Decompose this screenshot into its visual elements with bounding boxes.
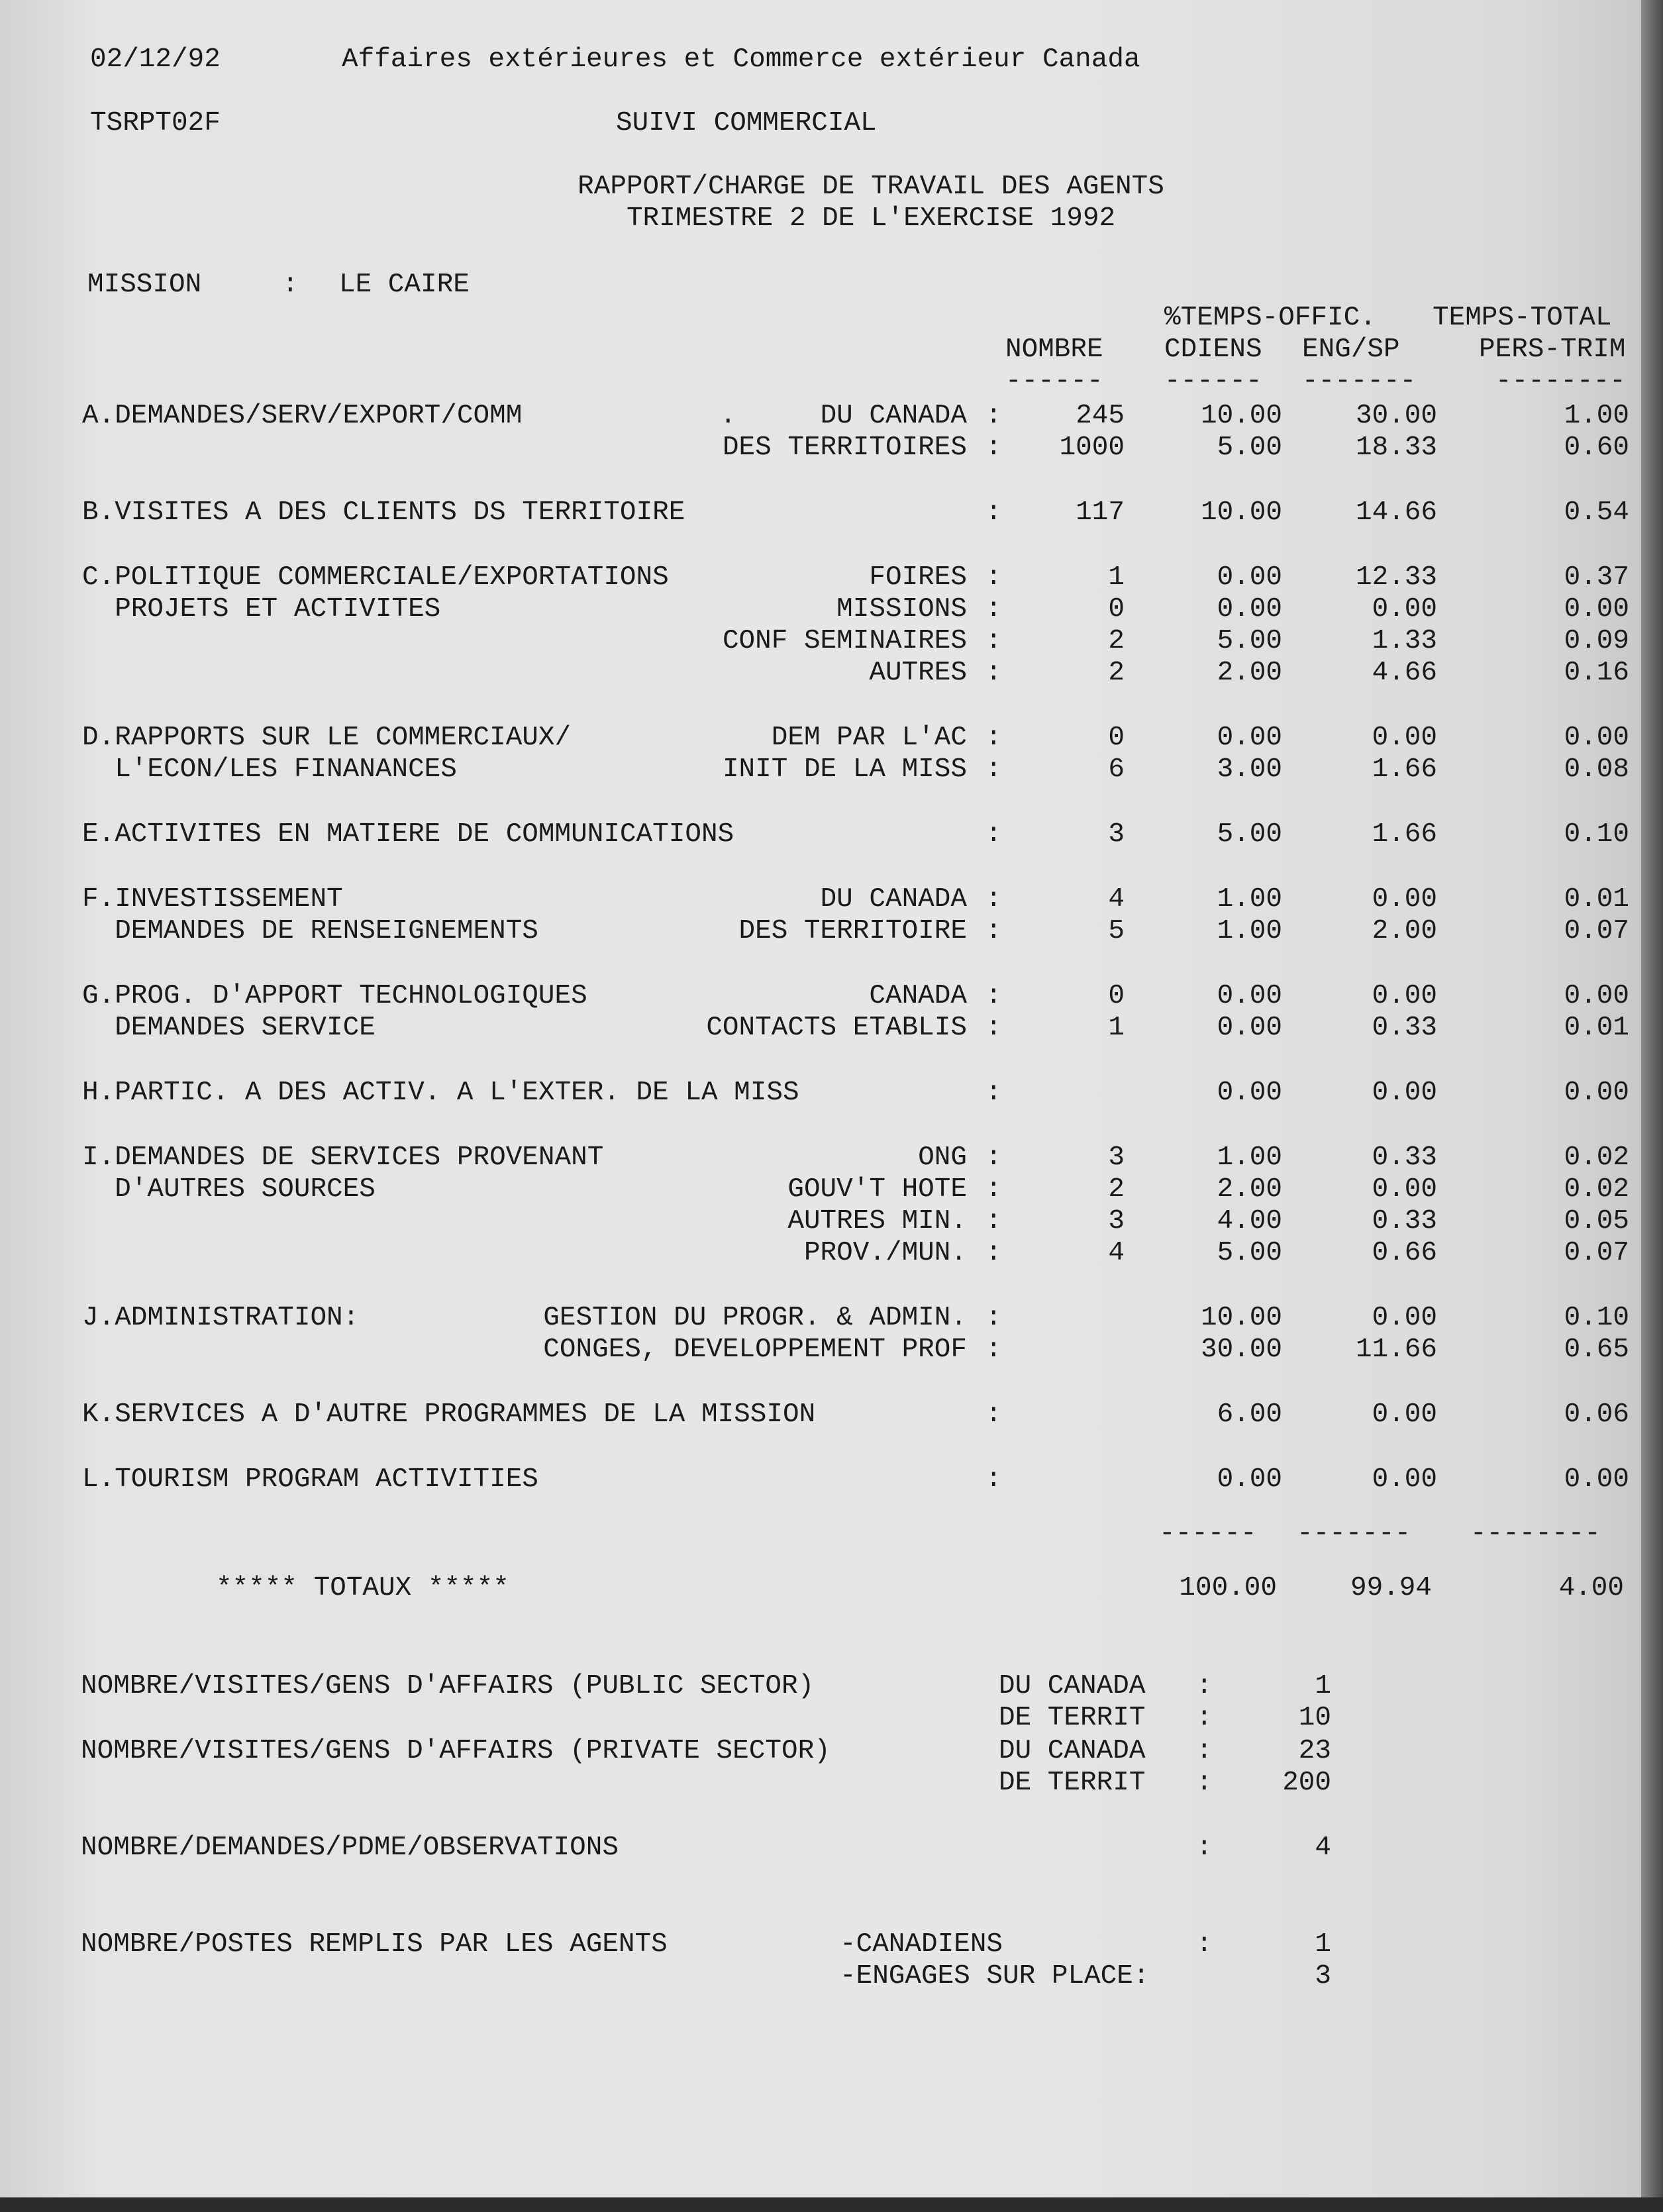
pdme-value: 4 — [1315, 1833, 1331, 1863]
visits-value: 10 — [1298, 1703, 1331, 1733]
row-colon: : — [985, 723, 1002, 753]
row-cdiens: 0.00 — [1217, 1464, 1282, 1495]
rule-nombre: ------ — [1005, 366, 1103, 397]
row-nombre: 6 — [1108, 754, 1125, 785]
visits-origin: DE TERRIT — [999, 1703, 1146, 1733]
visits-label: NOMBRE/VISITES/GENS D'AFFAIRS (PUBLIC SECTOR) — [81, 1671, 815, 1701]
row-cdiens: 2.00 — [1217, 658, 1282, 688]
row-cdiens: 2.00 — [1217, 1174, 1282, 1205]
canadiens-label: -CANADIENS — [840, 1929, 1003, 1960]
row-cdiens: 0.00 — [1217, 723, 1282, 753]
row-cdiens: 0.00 — [1217, 981, 1282, 1011]
row-cdiens: 5.00 — [1217, 626, 1282, 656]
row-colon: : — [985, 1303, 1002, 1333]
row-label: D.RAPPORTS SUR LE COMMERCIAUX/ — [82, 723, 572, 753]
row-cdiens: 3.00 — [1217, 754, 1282, 785]
row-colon: : — [985, 1142, 1002, 1173]
row-engsp: 12.33 — [1355, 562, 1437, 593]
canadiens-value: 1 — [1315, 1929, 1331, 1960]
row-engsp: 14.66 — [1355, 497, 1437, 528]
row-label: DEMANDES SERVICE — [82, 1013, 376, 1043]
row-pers-trim: 0.01 — [1564, 884, 1629, 915]
col-pers-trim: PERS-TRIM — [1479, 334, 1626, 365]
row-label: C.POLITIQUE COMMERCIALE/EXPORTATIONS — [82, 562, 669, 593]
row-colon: : — [985, 1013, 1002, 1043]
row-engsp: 30.00 — [1355, 401, 1437, 431]
row-colon: : — [985, 497, 1002, 528]
visits-colon: : — [1196, 1768, 1213, 1798]
row-pers-trim: 1.00 — [1564, 401, 1629, 431]
row-sublabel: ONG — [918, 1142, 967, 1173]
system-title: SUIVI COMMERCIAL — [616, 108, 877, 138]
row-engsp: 2.00 — [1372, 916, 1437, 946]
total-time-header: TEMPS-TOTAL — [1433, 303, 1612, 333]
row-cdiens: 5.00 — [1217, 819, 1282, 850]
mission-label: MISSION — [87, 270, 202, 300]
row-cdiens: 0.00 — [1217, 1078, 1282, 1108]
row-pers-trim: 0.37 — [1564, 562, 1629, 593]
row-label: G.PROG. D'APPORT TECHNOLOGIQUES — [82, 981, 587, 1011]
pdme-label: NOMBRE/DEMANDES/PDME/OBSERVATIONS — [81, 1833, 619, 1863]
row-pers-trim: 0.06 — [1564, 1399, 1629, 1430]
row-nombre: 2 — [1108, 658, 1125, 688]
report-title: RAPPORT/CHARGE DE TRAVAIL DES AGENTS — [578, 172, 1164, 202]
row-colon: : — [985, 1174, 1002, 1205]
row-nombre: 3 — [1108, 1142, 1125, 1173]
row-pers-trim: 0.16 — [1564, 658, 1629, 688]
row-pers-trim: 0.10 — [1564, 819, 1629, 850]
row-pers-trim: 0.05 — [1564, 1206, 1629, 1236]
row-cdiens: 5.00 — [1217, 1238, 1282, 1268]
rule-engsp: ------- — [1302, 366, 1417, 397]
row-pers-trim: 0.10 — [1564, 1303, 1629, 1333]
row-pers-trim: 0.60 — [1564, 432, 1629, 463]
row-nombre: 2 — [1108, 1174, 1125, 1205]
row-nombre: 0 — [1108, 594, 1125, 625]
row-sublabel: DES TERRITOIRE — [738, 916, 967, 946]
row-pers-trim: 0.00 — [1564, 1464, 1629, 1495]
pdme-colon: : — [1196, 1833, 1213, 1863]
pct-time-header: %TEMPS-OFFIC. — [1164, 303, 1376, 333]
row-sublabel: INIT DE LA MISS — [722, 754, 967, 785]
report-period: TRIMESTRE 2 DE L'EXERCISE 1992 — [626, 203, 1116, 234]
visits-value: 200 — [1282, 1768, 1331, 1798]
total-engsp: 99.94 — [1350, 1573, 1432, 1603]
row-colon: : — [985, 1078, 1002, 1108]
row-label: A.DEMANDES/SERV/EXPORT/COMM — [82, 401, 523, 431]
col-engsp: ENG/SP — [1302, 334, 1400, 365]
visits-value: 23 — [1298, 1736, 1331, 1766]
row-label: E.ACTIVITES EN MATIERE DE COMMUNICATIONS — [82, 819, 734, 850]
row-colon: : — [985, 658, 1002, 688]
row-sublabel: AUTRES — [869, 658, 967, 688]
row-sublabel: DU CANADA — [820, 401, 967, 431]
row-cdiens: 1.00 — [1217, 1142, 1282, 1173]
row-label: I.DEMANDES DE SERVICES PROVENANT — [82, 1142, 604, 1173]
row-nombre: 1 — [1108, 562, 1125, 593]
row-label: J.ADMINISTRATION: — [82, 1303, 360, 1333]
row-label: F.INVESTISSEMENT — [82, 884, 343, 915]
row-sublabel: GESTION DU PROGR. & ADMIN. — [543, 1303, 967, 1333]
totals-label: ***** TOTAUX ***** — [216, 1573, 509, 1603]
row-pers-trim: 0.09 — [1564, 626, 1629, 656]
row-engsp: 4.66 — [1372, 658, 1437, 688]
visits-origin: DU CANADA — [999, 1671, 1146, 1701]
mission-separator: : — [282, 270, 299, 300]
visits-colon: : — [1196, 1703, 1213, 1733]
row-engsp: 1.33 — [1372, 626, 1437, 656]
row-nombre: 117 — [1076, 497, 1125, 528]
row-label: DEMANDES DE RENSEIGNEMENTS — [82, 916, 538, 946]
row-sublabel: DU CANADA — [820, 884, 967, 915]
row-label: PROJETS ET ACTIVITES — [82, 594, 441, 625]
row-nombre: 4 — [1108, 884, 1125, 915]
row-engsp: 0.00 — [1372, 594, 1437, 625]
row-sublabel: DES TERRITOIRES — [722, 432, 967, 463]
row-cdiens: 10.00 — [1200, 497, 1282, 528]
row-engsp: 0.00 — [1372, 1303, 1437, 1333]
row-engsp: 0.00 — [1372, 884, 1437, 915]
row-engsp: 0.33 — [1372, 1206, 1437, 1236]
visits-colon: : — [1196, 1736, 1213, 1766]
row-colon: : — [985, 401, 1002, 431]
row-pers-trim: 0.07 — [1564, 1238, 1629, 1268]
total-cdiens: 100.00 — [1179, 1573, 1277, 1603]
row-cdiens: 6.00 — [1217, 1399, 1282, 1430]
row-pers-trim: 0.65 — [1564, 1334, 1629, 1365]
row-colon: : — [985, 754, 1002, 785]
row-sublabel: CONGES, DEVELOPPEMENT PROF — [543, 1334, 967, 1365]
row-cdiens: 1.00 — [1217, 916, 1282, 946]
department-name: Affaires extérieures et Commerce extérieur Canada — [342, 44, 1140, 75]
rule-cdiens: ------ — [1164, 366, 1262, 397]
row-sublabel: DEM PAR L'AC — [771, 723, 967, 753]
row-nombre: 245 — [1076, 401, 1125, 431]
row-engsp: 0.00 — [1372, 1078, 1437, 1108]
row-cdiens: 30.00 — [1200, 1334, 1282, 1365]
row-nombre: 4 — [1108, 1238, 1125, 1268]
row-engsp: 0.33 — [1372, 1142, 1437, 1173]
row-sublabel: FOIRES — [869, 562, 967, 593]
row-engsp: 0.00 — [1372, 1399, 1437, 1430]
row-engsp: 0.33 — [1372, 1013, 1437, 1043]
row-engsp: 1.66 — [1372, 819, 1437, 850]
row-pers-trim: 0.54 — [1564, 497, 1629, 528]
row-colon: : — [985, 1334, 1002, 1365]
row-sublabel: AUTRES MIN. — [787, 1206, 967, 1236]
visits-origin: DU CANADA — [999, 1736, 1146, 1766]
row-cdiens: 5.00 — [1217, 432, 1282, 463]
visits-origin: DE TERRIT — [999, 1768, 1146, 1798]
scan-bottom-edge — [0, 2197, 1663, 2212]
row-nombre: 1000 — [1059, 432, 1125, 463]
row-colon: : — [985, 884, 1002, 915]
col-nombre: NOMBRE — [1005, 334, 1103, 365]
row-colon: : — [985, 1464, 1002, 1495]
row-label: L.TOURISM PROGRAM ACTIVITIES — [82, 1464, 538, 1495]
row-cdiens: 1.00 — [1217, 884, 1282, 915]
row-cdiens: 10.00 — [1200, 1303, 1282, 1333]
row-sublabel: CANADA — [869, 981, 967, 1011]
row-pers-trim: 0.07 — [1564, 916, 1629, 946]
row-mark: . — [720, 401, 736, 431]
row-cdiens: 0.00 — [1217, 1013, 1282, 1043]
row-colon: : — [985, 594, 1002, 625]
row-nombre: 3 — [1108, 1206, 1125, 1236]
mission-value: LE CAIRE — [339, 270, 470, 300]
row-engsp: 0.00 — [1372, 723, 1437, 753]
row-sublabel: MISSIONS — [836, 594, 967, 625]
row-nombre: 3 — [1108, 819, 1125, 850]
report-code: TSRPT02F — [90, 108, 221, 138]
row-sublabel: GOUV'T HOTE — [787, 1174, 967, 1205]
row-pers-trim: 0.00 — [1564, 723, 1629, 753]
total-pers: 4.00 — [1558, 1573, 1624, 1603]
visits-value: 1 — [1315, 1671, 1331, 1701]
row-colon: : — [985, 432, 1002, 463]
scan-edge — [1641, 0, 1663, 2212]
row-pers-trim: 0.02 — [1564, 1174, 1629, 1205]
total-rule-pers: -------- — [1470, 1519, 1601, 1549]
row-cdiens: 4.00 — [1217, 1206, 1282, 1236]
row-colon: : — [985, 1399, 1002, 1430]
row-nombre: 0 — [1108, 723, 1125, 753]
row-colon: : — [985, 626, 1002, 656]
row-engsp: 11.66 — [1355, 1334, 1437, 1365]
row-label: B.VISITES A DES CLIENTS DS TERRITOIRE — [82, 497, 685, 528]
row-colon: : — [985, 1206, 1002, 1236]
row-engsp: 0.00 — [1372, 981, 1437, 1011]
canadiens-colon: : — [1196, 1929, 1213, 1960]
row-engsp: 0.00 — [1372, 1174, 1437, 1205]
row-engsp: 1.66 — [1372, 754, 1437, 785]
row-colon: : — [985, 562, 1002, 593]
visits-colon: : — [1196, 1671, 1213, 1701]
row-label: L'ECON/LES FINANANCES — [82, 754, 457, 785]
total-rule-cdiens: ------ — [1159, 1519, 1257, 1549]
row-colon: : — [985, 1238, 1002, 1268]
report-date: 02/12/92 — [90, 44, 221, 75]
row-colon: : — [985, 819, 1002, 850]
row-sublabel: CONF SEMINAIRES — [722, 626, 967, 656]
visits-label: NOMBRE/VISITES/GENS D'AFFAIRS (PRIVATE SECTOR) — [81, 1736, 831, 1766]
row-label: D'AUTRES SOURCES — [82, 1174, 376, 1205]
rule-pers: -------- — [1495, 366, 1626, 397]
row-colon: : — [985, 981, 1002, 1011]
row-nombre: 2 — [1108, 626, 1125, 656]
row-nombre: 5 — [1108, 916, 1125, 946]
row-pers-trim: 0.01 — [1564, 1013, 1629, 1043]
row-engsp: 0.00 — [1372, 1464, 1437, 1495]
col-cdiens: CDIENS — [1164, 334, 1262, 365]
row-label: K.SERVICES A D'AUTRE PROGRAMMES DE LA MISSION — [82, 1399, 816, 1430]
row-pers-trim: 0.02 — [1564, 1142, 1629, 1173]
row-cdiens: 0.00 — [1217, 594, 1282, 625]
row-pers-trim: 0.00 — [1564, 1078, 1629, 1108]
row-pers-trim: 0.08 — [1564, 754, 1629, 785]
row-sublabel: CONTACTS ETABLIS — [706, 1013, 967, 1043]
engages-value: 3 — [1315, 1961, 1331, 1991]
postes-label: NOMBRE/POSTES REMPLIS PAR LES AGENTS — [81, 1929, 668, 1960]
row-cdiens: 10.00 — [1200, 401, 1282, 431]
total-rule-engsp: ------- — [1297, 1519, 1411, 1549]
row-colon: : — [985, 916, 1002, 946]
row-sublabel: PROV./MUN. — [803, 1238, 967, 1268]
row-pers-trim: 0.00 — [1564, 981, 1629, 1011]
row-label: H.PARTIC. A DES ACTIV. A L'EXTER. DE LA MISS — [82, 1078, 799, 1108]
row-engsp: 0.66 — [1372, 1238, 1437, 1268]
row-nombre: 1 — [1108, 1013, 1125, 1043]
row-pers-trim: 0.00 — [1564, 594, 1629, 625]
row-engsp: 18.33 — [1355, 432, 1437, 463]
row-nombre: 0 — [1108, 981, 1125, 1011]
row-cdiens: 0.00 — [1217, 562, 1282, 593]
engages-label: -ENGAGES SUR PLACE: — [840, 1961, 1150, 1991]
